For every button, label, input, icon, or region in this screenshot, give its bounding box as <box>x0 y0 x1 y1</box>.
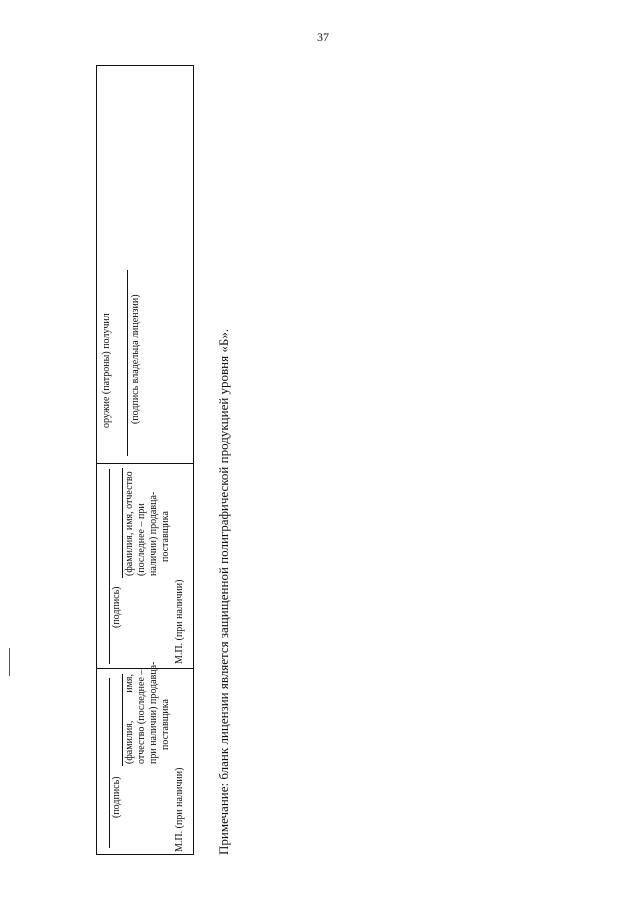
name-caption-line3: при наличии) продавца- <box>148 661 159 764</box>
owner-signature-caption: (подпись владельца лицензии) <box>130 294 141 424</box>
license-form-table <box>96 65 194 855</box>
name-caption-line1: (фамилия, <box>124 720 135 764</box>
received-caption: оружие (патроны) получил <box>101 313 112 428</box>
name-caption-line3: наличии) продавца- <box>148 491 159 576</box>
stamp-caption: М.П. (при наличии) <box>174 767 185 852</box>
name-caption-line4: поставщика <box>160 699 171 750</box>
signature-caption: (подпись) <box>111 586 122 628</box>
name-line <box>122 674 123 766</box>
signature-line <box>109 469 110 664</box>
owner-signature-line <box>127 270 128 456</box>
stamp-caption: М.П. (при наличии) <box>174 579 185 664</box>
scan-margin-mark <box>9 648 10 676</box>
footnote: Примечание: бланк лицензии является защищенной полиграфической продукцией уровня «Б». <box>216 328 231 855</box>
name-caption-line2: (последнее – при <box>136 503 147 576</box>
name-caption-line2: отчество (последнее – <box>136 669 147 764</box>
name-caption-line1-right: имя, <box>124 674 135 693</box>
signature-line <box>109 678 110 848</box>
page-number: 37 <box>317 30 329 44</box>
signature-caption: (подпись) <box>111 776 122 818</box>
column-divider <box>97 463 193 464</box>
name-line <box>122 468 123 578</box>
name-caption-line1: (фамилия, имя, отчество <box>124 471 135 576</box>
name-caption-line4: поставщика <box>160 511 171 562</box>
